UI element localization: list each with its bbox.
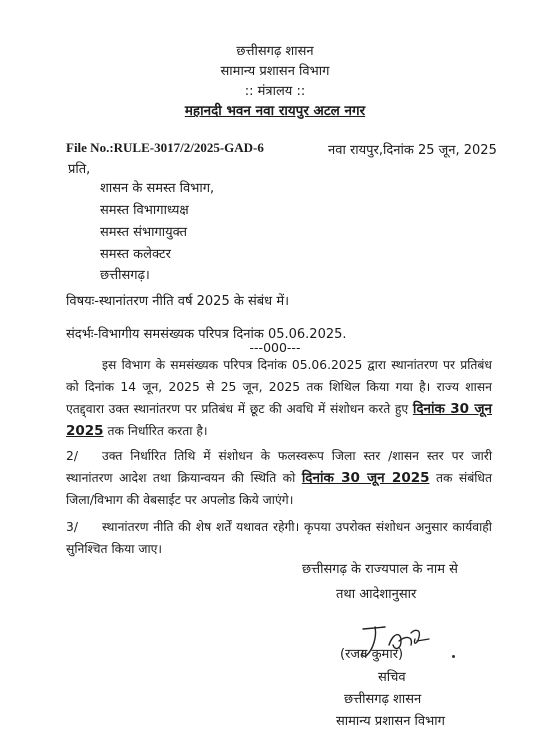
signatory-org-2: सामान्य प्रशासन विभाग	[336, 714, 445, 729]
place-date: नवा रायपुर,दिनांक 25 जून, 2025	[328, 143, 497, 158]
paragraph-2-date-highlight: दिनांक 30 जून 2025	[301, 470, 430, 486]
paragraph-1-tail: तक निर्धारित करता है।	[107, 424, 208, 438]
subject-line: विषयः-स्थानांतरण नीति वर्ष 2025 के संबंध में।	[66, 294, 290, 309]
signatory-name: (रजत कुमार)	[340, 647, 404, 662]
signatory-designation: सचिव	[378, 670, 406, 685]
closing-line-1: छत्तीसगढ़ के राज्यपाल के नाम से	[302, 562, 458, 577]
paragraph-1	[66, 354, 492, 442]
ink-dot	[452, 655, 455, 658]
recipient-3: समस्त संभागायुक्त	[100, 225, 188, 240]
reference-line: संदर्भः-विभागीय समसंख्यक परिपत्र दिनांक 05.06.2025.	[66, 327, 347, 342]
header-government: छत्तीसगढ़ शासन	[236, 44, 314, 59]
paragraph-3-number: 3/	[66, 520, 78, 534]
prati-label: प्रति,	[68, 162, 91, 177]
recipient-2: समस्त विभागाध्यक्ष	[100, 203, 189, 218]
separator: ---000---	[249, 340, 301, 355]
paragraph-2-number: 2/	[66, 449, 78, 463]
header-department: सामान्य प्रशासन विभाग	[220, 64, 330, 79]
file-number: File No.:RULE-3017/2/2025-GAD-6	[66, 140, 264, 155]
header-address: महानदी भवन नवा रायपुर अटल नगर	[184, 103, 366, 119]
recipient-5: छत्तीसगढ़।	[100, 268, 150, 283]
paragraph-2	[66, 445, 492, 511]
closing-line-2: तथा आदेशानुसार	[336, 587, 417, 602]
recipient-1: शासन के समस्त विभाग,	[100, 181, 215, 196]
paragraph-3	[66, 516, 492, 560]
header-ministry: :: मंत्रालय ::	[244, 84, 306, 99]
paragraph-1-date-highlight: दिनांक 30 जून 2025	[66, 401, 492, 439]
paragraph-2-tail: तक संबंधित जिला/विभाग की वेबसाईट पर अपलोड किये जाएंगे।	[66, 471, 493, 507]
signatory-org-1: छत्तीसगढ़ शासन	[344, 692, 422, 707]
recipient-4: समस्त कलेक्टर	[100, 247, 171, 262]
paragraph-3-text: स्थानांतरण नीति की शेष शर्तें यथावत रहेगी। कृपया उपरोक्त संशोधन अनुसार कार्यवाही सुनिश्चित किया जाए।	[66, 520, 492, 556]
paragraph-2-text: उक्त निर्धारित तिथि में संशोधन के फलस्वरूप जिला स्तर /शासन स्तर पर जारी स्थानांतरण आदेश तथा क्रियान्वयन की स्थिति को	[66, 449, 492, 485]
paragraph-1-text: इस विभाग के समसंख्यक परिपत्र दिनांक 05.06.2025 द्वारा स्थानांतरण पर प्रतिबंध को दिनांक 14 जून, 2025 से 25 जून, 2025 तक शिथिल किया गया है। राज्य शासन एतद्द्वारा उक्त स्थानांतरण पर प्रतिबंध में छूट की अवधि में संशोधन करते हुए	[66, 358, 492, 416]
